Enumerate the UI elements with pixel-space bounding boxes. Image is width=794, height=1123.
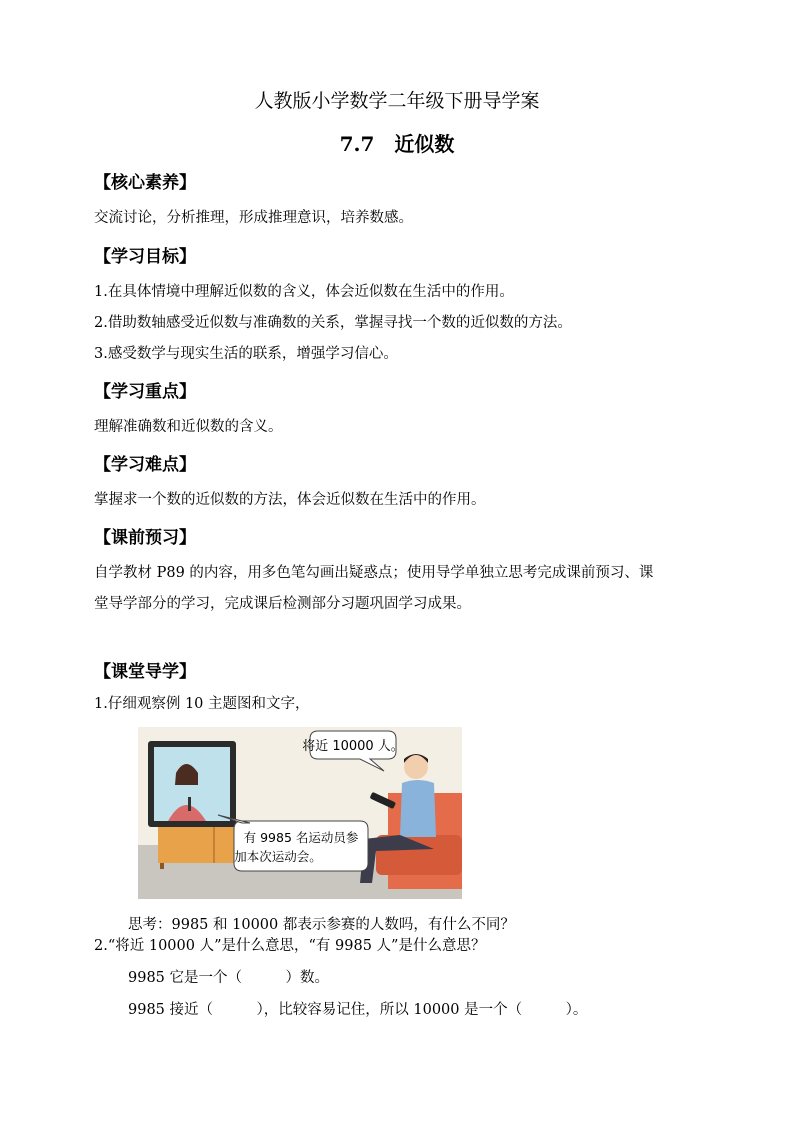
key-heading: 【学习重点】 [94,382,196,402]
preview-line-2: 堂导学部分的学习，完成课后检测部分习题巩固学习成果。 [94,596,471,612]
lesson-title: 7.7 近似数 [339,132,455,156]
guide-heading: 【课堂导学】 [94,662,196,682]
fill-blank-1: 9985 它是一个（ ）数。 [128,970,330,986]
key-text: 理解准确数和近似数的含义。 [94,419,283,435]
goal-item-1: 1.在具体情境中理解近似数的含义，体会近似数在生活中的作用。 [94,284,514,300]
think-question: 思考：9985 和 10000 都表示参赛的人数吗，有什么不同？ [128,917,515,933]
man-speech-text: 将近 10000 人。 [302,739,404,754]
goals-heading: 【学习目标】 [94,247,196,267]
goal-item-2: 2.借助数轴感受近似数与准确数的关系，掌握寻找一个数的近似数的方法。 [94,315,572,331]
core-text: 交流讨论，分析推理，形成推理意识，培养数感。 [94,210,413,226]
tv-speech-line-2: 加本次运动会。 [234,849,322,864]
preview-line-1: 自学教材 P89 的内容，用多色笔勾画出疑惑点；使用导学单独立思考完成课前预习、课 [94,565,654,581]
preview-heading: 【课前预习】 [94,528,196,548]
man-shirt [400,780,436,837]
difficulty-heading: 【学习难点】 [94,455,196,475]
tv-speech-line-1: 有 9985 名运动员参 [243,830,359,845]
microphone [188,797,191,811]
question-1: 1.仔细观察例 10 主题图和文字， [94,696,310,712]
difficulty-text: 掌握求一个数的近似数的方法，体会近似数在生活中的作用。 [94,492,486,508]
goal-item-3: 3.感受数学与现实生活的联系，增强学习信心。 [94,346,398,362]
question-2: 2.“将近 10000 人”是什么意思，“有 9985 人”是什么意思？ [94,938,486,954]
fill-blank-2: 9985 接近（ ），比较容易记住，所以 10000 是一个（ ）。 [128,1002,588,1018]
document-title: 人教版小学数学二年级下册导学案 [254,90,540,112]
tv-scene-illustration [138,727,462,899]
core-heading: 【核心素养】 [94,173,196,193]
